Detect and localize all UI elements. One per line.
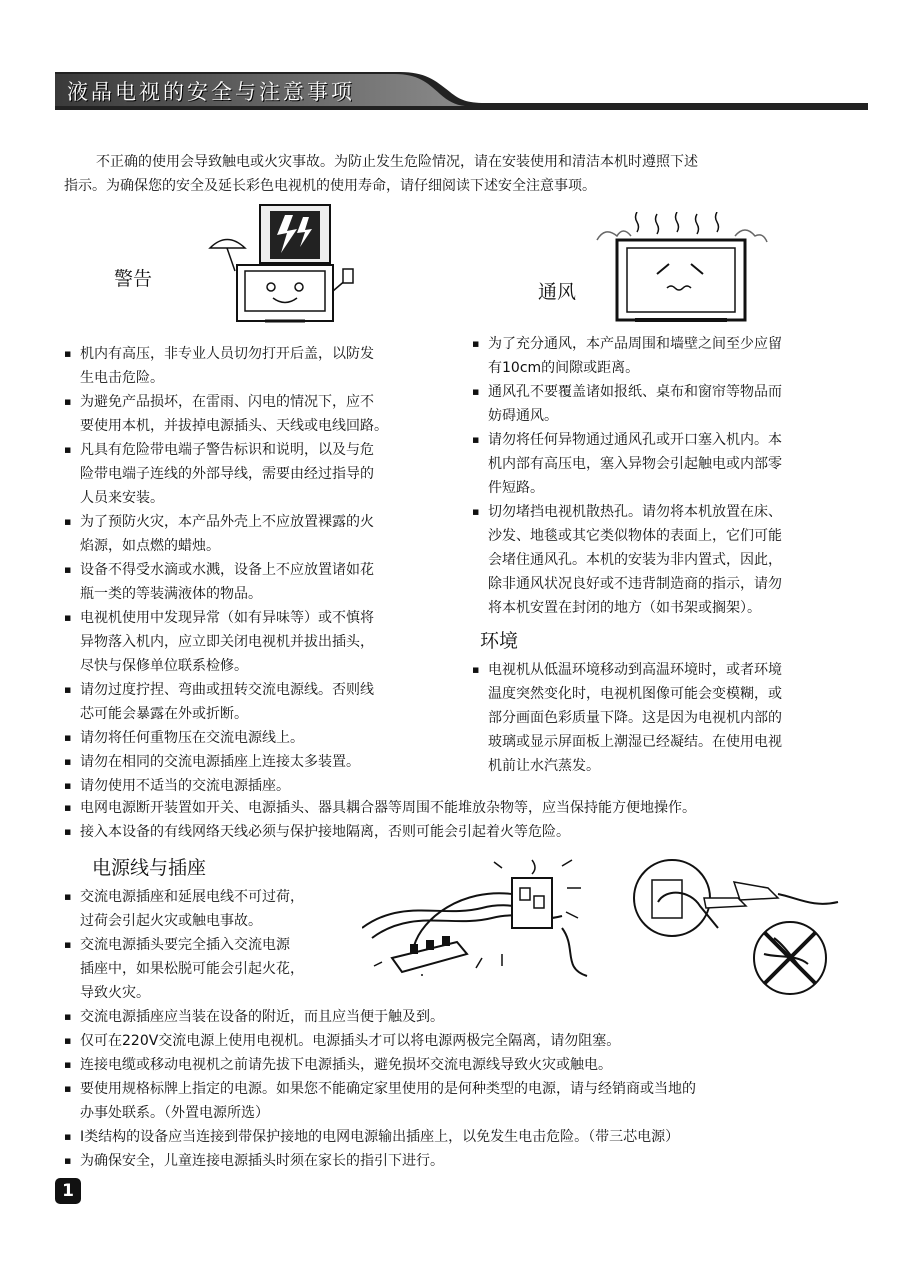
list-item: ▪ 请勿在相同的交流电源插座上连接太多装置。: [64, 750, 469, 774]
list-item: ▪ 连接电缆或移动电视机之前请先拔下电源插头，避免损坏交流电源线导致火灾或触电。: [64, 1053, 864, 1077]
warning-list: [64, 342, 469, 798]
ventilation-title: 通风: [538, 281, 577, 303]
environment-list: [472, 658, 867, 778]
list-item: ▪ 电网电源断开装置如开关、电源插头、器具耦合器等周围不能堆放杂物等，应当保持能方便地操作。: [64, 796, 864, 820]
overloaded-outlet-illustration: [362, 858, 594, 980]
list-item: ▪ 机内有高压，非专业人员切勿打开后盖，以防发 生电击危险。: [64, 342, 469, 390]
list-item: ▪ 切勿堵挡电视机散热孔。请勿将本机放置在床、 沙发、地毯或其它类似物体的表面上，它们可能 会堵住通风孔。本机的安装为非内置式，因此， 除非通风状况良好或不违背制造商的指示，请勿 将本机安置在封闭的地方（如书架或搁架）。: [472, 500, 867, 620]
list-item: ▪ 为了预防火灾，本产品外壳上不应放置裸露的火 焰源，如点燃的蜡烛。: [64, 510, 469, 558]
list-item: ▪ 交流电源插头要完全插入交流电源 插座中，如果松脱可能会引起火花， 导致火灾。: [64, 933, 369, 1005]
list-item: ▪ 通风孔不要覆盖诸如报纸、桌布和窗帘等物品而 妨碍通风。: [472, 380, 867, 428]
environment-title: 环境: [480, 630, 519, 652]
list-item: ▪ 交流电源插座和延展电线不可过荷， 过荷会引起火灾或触电事故。: [64, 885, 369, 933]
intro-line: 指示。为确保您的安全及延长彩色电视机的使用寿命，请仔细阅读下述安全注意事项。: [64, 178, 596, 194]
list-item: ▪ 交流电源插座应当装在设备的附近，而且应当便于触及到。: [64, 1005, 864, 1029]
list-item: ▪ 接入本设备的有线网络天线必须与保护接地隔离，否则可能会引起着火等危险。: [64, 820, 864, 844]
list-item: ▪ 为避免产品损坏，在雷雨、闪电的情况下，应不 要使用本机，并拔掉电源插头、天线或电线回路。: [64, 390, 469, 438]
full-width-list: [64, 796, 864, 844]
list-item: ▪ 凡具有危险带电端子警告标识和说明，以及与危 险带电端子连线的外部导线，需要由经过指导的 人员来安装。: [64, 438, 469, 510]
list-item: ▪ 为了充分通风，本产品周围和墙壁之间至少应留 有10cm的间隙或距离。: [472, 332, 867, 380]
unplug-correctly-illustration: [628, 858, 843, 998]
intro-line: 不正确的使用会导致触电或火灾事故。为防止发生危险情况，请在安装使用和清洁本机时遵照下述: [96, 154, 698, 170]
list-item: ▪ 请勿过度拧捏、弯曲或扭转交流电源线。否则线 芯可能会暴露在外或折断。: [64, 678, 469, 726]
header-banner: [55, 70, 868, 112]
list-item: ▪ 仅可在220V交流电源上使用电视机。电源插头才可以将电源两极完全隔离，请勿阻塞。: [64, 1029, 864, 1053]
power-title: 电源线与插座: [92, 857, 207, 879]
page-number: 1: [55, 1178, 81, 1204]
intro-paragraph: [64, 150, 864, 198]
list-item: ▪ 请勿使用不适当的交流电源插座。: [64, 774, 469, 798]
list-item: ▪ 请勿将任何重物压在交流电源线上。: [64, 726, 469, 750]
warning-title: 警告: [114, 268, 153, 290]
power-list: [64, 885, 369, 1005]
ventilation-tv-illustration: [595, 212, 770, 327]
list-item: ▪ 设备不得受水滴或水溅，设备上不应放置诸如花 瓶一类的等装满液体的物品。: [64, 558, 469, 606]
list-item: ▪ Ⅰ类结构的设备应当连接到带保护接地的电网电源输出插座上，以免发生电击危险。（带三芯电源）: [64, 1125, 864, 1149]
power-full-list: [64, 1005, 864, 1173]
list-item: ▪ 电视机从低温环境移动到高温环境时，或者环境 温度突然变化时，电视机图像可能会变模糊，或 部分画面色彩质量下降。这是因为电视机内部的 玻璃或显示屏面板上潮湿已经凝结。在使用电视 机前让水汽蒸发。: [472, 658, 867, 778]
warning-tv-illustration: [205, 203, 355, 328]
list-item: ▪ 要使用规格标牌上指定的电源。如果您不能确定家里使用的是何种类型的电源，请与经销商或当地的 办事处联系。（外置电源所选）: [64, 1077, 864, 1125]
list-item: ▪ 电视机使用中发现异常（如有异味等）或不慎将 异物落入机内，应立即关闭电视机并拔出插头， 尽快与保修单位联系检修。: [64, 606, 469, 678]
page-title: 液晶电视的安全与注意事项: [67, 80, 355, 104]
list-item: ▪ 请勿将任何异物通过通风孔或开口塞入机内。本 机内部有高压电，塞入异物会引起触电或内部零 件短路。: [472, 428, 867, 500]
list-item: ▪ 为确保安全，儿童连接电源插头时须在家长的指引下进行。: [64, 1149, 864, 1173]
ventilation-list: [472, 332, 867, 620]
